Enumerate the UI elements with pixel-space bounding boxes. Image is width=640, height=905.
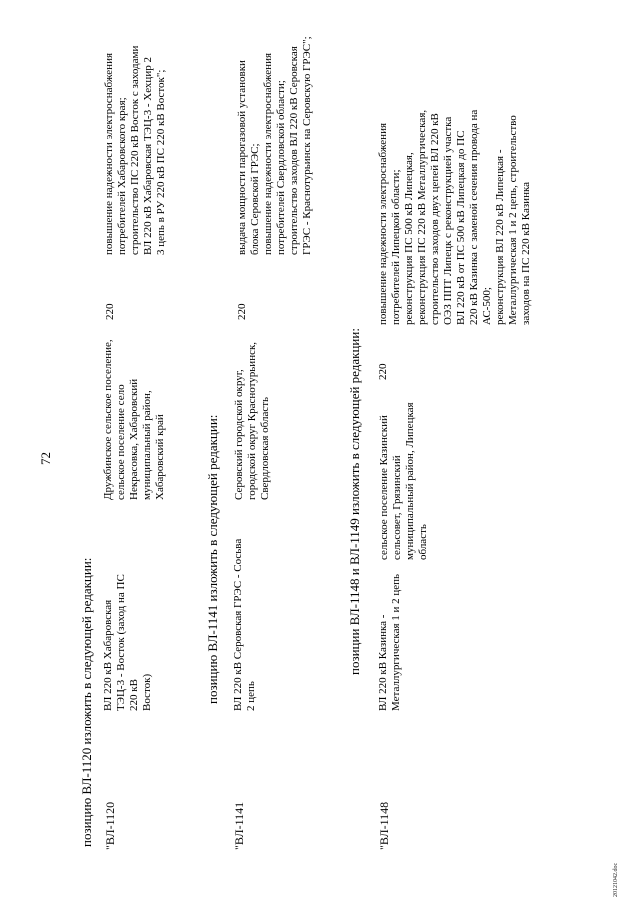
row-name: ВЛ 220 кВ Хабаровская ТЭЦ-3 - Восток (заход на ПС 220 кВ Восток) [102,574,153,711]
row-code: "ВЛ-1148 [377,801,391,850]
page-number: 72 [38,452,53,465]
row-voltage: 220 [104,303,116,320]
row-purpose: выдача мощности парогазовой установки блока Серовской ГРЭС; повышение надежности электроснабжения потребителей Свердловской области; строительство заходов ВЛ 220 кВ Серовская ГРЭС - Краснотурьинск на Серовскую ГРЭС"; [236,36,313,255]
row-location: Серовский городской округ, городской округ Краснотурьинск, Свердловская область [233,341,271,500]
section-intro: позиции ВЛ-1148 и ВЛ-1149 изложить в следующей редакции: [347,328,362,675]
row-voltage: 220 [377,363,389,380]
row-purpose: повышение надежности электроснабжения потребителей Липецкой области; реконструкция ПС 500 кВ Липецкая, реконструкция ПС 220 кВ Металлургическая, строительство заходов двух цепей ВЛ 220 кВ ОЭЗ ППТ Липецк с реконструкцией участка ВЛ 220 кВ от ПС 500 кВ Липецкая до ПС 220 кВ Казинка с заменой сечения провода на АС-500; реконструкция ВЛ 220 кВ Липецкая - Металлургическая 1 и 2 цепь, строительство заходов на ПС 220 кВ Казинка [377,109,532,325]
row-name: ВЛ 220 кВ Казинка - Металлургическая 1 и 2 цепь [377,573,402,711]
row-code: "ВЛ-1141 [232,801,246,850]
row-location: сельское поселение Казинский сельсовет, Грязинский муниципальный район, Липецкая область [378,402,429,560]
section-intro: позицию ВЛ-1120 изложить в следующей редакции: [79,557,94,847]
row-code: "ВЛ-1120 [103,801,117,850]
row-voltage: 220 [236,303,248,320]
row-purpose: повышение надежности электроснабжения потребителей Хабаровского края; строительство ПС 220 кВ Восток с заходами ВЛ 220 кВ Хабаровская ТЭЦ-3 - Хехцир 2 3 цепь в РУ 220 кВ ПС 220 кВ Восток"; [103,45,167,255]
row-location: Дружбинское сельское поселение, сельское поселение село Некрасовка, Хабаровский муниципальный район, Хабаровский край [102,339,166,500]
footer-filename: 20121042.doc [613,862,619,897]
row-name: ВЛ 220 кВ Серовская ГРЭС - Сосьва 2 цепь [232,538,257,711]
section-intro: позицию ВЛ-1141 изложить в следующей редакции: [205,414,220,704]
